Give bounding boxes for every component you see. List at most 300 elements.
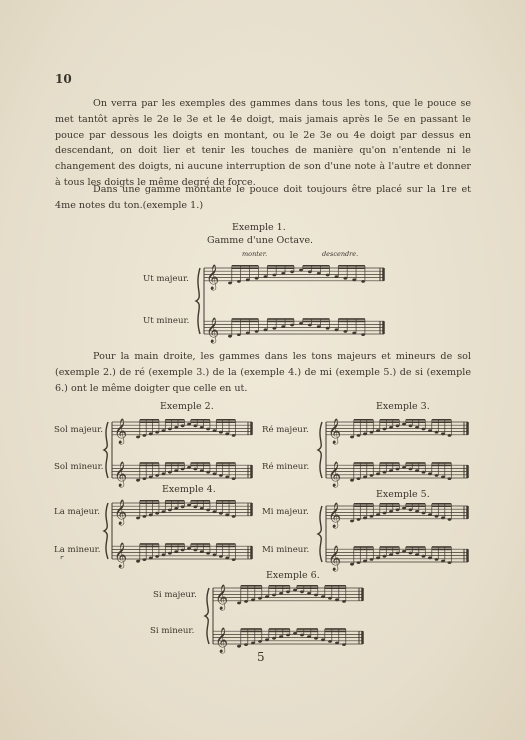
note-head (422, 428, 426, 431)
example4-grand-staff (104, 497, 254, 568)
note-head (200, 469, 204, 472)
note-beam (406, 546, 426, 548)
note-head (206, 428, 210, 431)
note-head (136, 560, 140, 563)
note-head (396, 508, 400, 511)
note-head (342, 600, 346, 603)
example4-major-label: La majeur. (54, 507, 101, 517)
note-beam (297, 631, 318, 633)
note-head (237, 280, 241, 283)
note-head (193, 468, 197, 471)
note-beam (191, 543, 210, 545)
example3-minor-label: Ré mineur. (262, 462, 310, 472)
note-beam (406, 419, 426, 421)
note-beam (432, 465, 452, 467)
example1-subtitle: Gamme d'une Octave. (207, 235, 314, 246)
note-head (448, 518, 452, 521)
note-head (335, 642, 339, 645)
note-beam (191, 421, 210, 423)
note-beam (140, 502, 159, 504)
note-head (149, 557, 153, 560)
note-beam (165, 419, 184, 421)
note-head (155, 431, 159, 434)
note-beam (269, 631, 290, 633)
note-head (244, 600, 248, 603)
treble-clef-icon: 𝄞 (328, 418, 342, 444)
note-beam (432, 462, 452, 464)
note-head (376, 513, 380, 516)
treble-clef-icon: 𝄞 (114, 462, 128, 487)
note-beam (165, 543, 184, 545)
treble-clef-icon: 𝄞 (206, 318, 220, 343)
note-beam (165, 502, 184, 504)
note-head (409, 508, 413, 511)
note-head (383, 512, 387, 515)
note-beam (269, 587, 290, 589)
note-head (213, 429, 217, 432)
note-beam (303, 267, 330, 269)
note-head (162, 472, 166, 475)
note-head (193, 505, 197, 508)
note-beam (432, 419, 452, 421)
note-head (225, 432, 229, 435)
note-head (370, 474, 374, 477)
brace (318, 506, 322, 562)
note-head (200, 550, 204, 553)
note-head (376, 556, 380, 559)
note-head (342, 643, 346, 646)
note-head (219, 474, 223, 477)
note-head (155, 474, 159, 477)
paragraph-1: On verra par les exemples des gammes dans tous les tons, que le pouce se met tantôt après le 2e le 3e et le 4e doigt, mais jamais après le 5e en passant le pouce par dessous les doigts en montant, ou le 2e 3e ou 4e doigt par dessus en descendant, on doit lier et tenir les touches de manière qu'on n'entende ni le changement des doigts, ni aucune interruption de son d'une note à l'autre et donner à tous les doigts le même degré de force. (55, 98, 471, 188)
note-head (225, 557, 229, 560)
note-head (326, 274, 330, 277)
note-head (435, 431, 439, 434)
note-beam (380, 505, 400, 507)
note-head (244, 643, 248, 646)
note-head (363, 560, 367, 563)
note-beam (297, 585, 318, 587)
note-head (168, 552, 172, 555)
note-beam (269, 585, 290, 587)
note-head (415, 469, 419, 472)
note-beam (267, 265, 294, 267)
note-head (174, 550, 178, 553)
note-head (321, 638, 325, 641)
note-beam (241, 585, 262, 587)
note-head (258, 640, 262, 643)
note-head (155, 512, 159, 515)
note-beam (303, 321, 330, 323)
note-head (136, 517, 140, 520)
note-head (168, 428, 172, 431)
note-head (376, 472, 380, 475)
example6-title: Exemple 6. (266, 570, 320, 581)
note-beam (267, 267, 294, 269)
note-beam (354, 419, 374, 421)
example5-major-label: Mi majeur. (262, 507, 309, 517)
note-beam (232, 321, 259, 323)
note-head (300, 634, 304, 637)
treble-clef-icon: 𝄞 (206, 264, 220, 290)
note-beam (354, 421, 374, 423)
note-head (225, 476, 229, 479)
note-head (162, 553, 166, 556)
example2-major-label: Sol majeur. (54, 425, 103, 435)
note-beam (216, 421, 235, 423)
note-head (428, 429, 432, 432)
note-beam (232, 265, 259, 267)
note-head (435, 515, 439, 518)
note-head (350, 563, 354, 566)
note-head (317, 325, 321, 328)
example2-grand-staff (104, 416, 254, 487)
note-head (307, 635, 311, 638)
note-head (246, 278, 250, 281)
note-head (350, 520, 354, 523)
note-beam (140, 500, 159, 502)
note-head (193, 549, 197, 552)
note-head (286, 590, 290, 593)
note-head (219, 555, 223, 558)
note-head (264, 275, 268, 278)
brace (104, 422, 108, 478)
note-head (299, 322, 303, 325)
note-beam (432, 421, 452, 423)
note-head (187, 466, 191, 469)
note-head (168, 509, 172, 512)
note-head (383, 555, 387, 558)
note-head (286, 634, 290, 637)
note-head (136, 436, 140, 439)
note-head (200, 507, 204, 510)
note-head (206, 552, 210, 555)
note-beam (241, 587, 262, 589)
note-beam (140, 465, 159, 467)
note-head (174, 507, 178, 510)
note-head (174, 426, 178, 429)
note-beam (380, 549, 400, 551)
note-head (142, 558, 146, 561)
note-head (232, 515, 236, 518)
treble-clef-icon: 𝄞 (215, 584, 229, 610)
note-head (441, 560, 445, 563)
note-beam (191, 419, 210, 421)
note-head (142, 477, 146, 480)
note-head (225, 513, 229, 516)
note-head (396, 552, 400, 555)
note-head (435, 558, 439, 561)
note-beam (303, 265, 330, 267)
note-head (251, 598, 255, 601)
note-beam (140, 462, 159, 464)
treble-clef-icon: 𝄞 (114, 543, 128, 568)
note-head (415, 553, 419, 556)
note-head (255, 330, 259, 333)
brace (205, 588, 209, 644)
treble-clef-icon: 𝄞 (328, 502, 342, 528)
note-beam (432, 503, 452, 505)
note-head (389, 426, 393, 429)
note-beam (325, 587, 346, 589)
note-beam (325, 585, 346, 587)
note-head (162, 510, 166, 513)
note-head (428, 472, 432, 475)
note-beam (338, 321, 365, 323)
note-head (396, 424, 400, 427)
note-head (389, 553, 393, 556)
note-head (246, 332, 250, 335)
note-beam (432, 505, 452, 507)
note-head (265, 638, 269, 641)
note-head (352, 278, 356, 281)
example6-grand-staff (205, 582, 365, 653)
example1-major-label: Ut majeur. (143, 274, 189, 284)
note-head (343, 330, 347, 333)
note-head (363, 432, 367, 435)
note-head (409, 424, 413, 427)
note-head (219, 431, 223, 434)
note-head (206, 509, 210, 512)
note-head (272, 594, 276, 597)
note-head (409, 552, 413, 555)
note-head (168, 471, 172, 474)
note-head (255, 277, 259, 280)
note-beam (354, 503, 374, 505)
note-head (389, 469, 393, 472)
example5-minor-label: Mi mineur. (262, 545, 310, 555)
example6-minor-label: Si mineur. (150, 626, 195, 636)
note-beam (216, 465, 235, 467)
note-head (213, 510, 217, 513)
note-head (370, 515, 374, 518)
note-beam (325, 631, 346, 633)
note-beam (165, 462, 184, 464)
brace (196, 268, 200, 334)
note-head (142, 434, 146, 437)
treble-clef-icon: 𝄞 (114, 418, 128, 444)
note-beam (406, 421, 426, 423)
example3-title: Exemple 3. (376, 401, 430, 412)
note-head (370, 558, 374, 561)
note-beam (216, 546, 235, 548)
treble-clef-icon: 𝄞 (328, 462, 342, 487)
note-head (448, 434, 452, 437)
note-head (335, 328, 339, 331)
note-beam (165, 500, 184, 502)
note-head (206, 471, 210, 474)
note-beam (338, 318, 365, 320)
note-beam (354, 505, 374, 507)
note-beam (380, 503, 400, 505)
note-head (155, 555, 159, 558)
note-beam (297, 628, 318, 630)
note-head (343, 277, 347, 280)
note-beam (216, 500, 235, 502)
note-head (335, 275, 339, 278)
note-head (361, 333, 365, 336)
note-head (376, 429, 380, 432)
note-beam (354, 549, 374, 551)
note-head (328, 640, 332, 643)
note-head (308, 324, 312, 327)
note-head (299, 269, 303, 272)
note-beam (241, 631, 262, 633)
example1-descendre: descendre. (322, 250, 359, 258)
note-beam (303, 318, 330, 320)
note-beam (380, 462, 400, 464)
note-beam (232, 267, 259, 269)
note-head (149, 432, 153, 435)
note-head (389, 510, 393, 513)
note-beam (140, 419, 159, 421)
note-head (279, 592, 283, 595)
treble-clef-icon: 𝄞 (328, 546, 342, 571)
note-head (232, 434, 236, 437)
note-beam (432, 546, 452, 548)
note-beam (380, 546, 400, 548)
note-head (149, 476, 153, 479)
note-beam (325, 628, 346, 630)
note-head (136, 479, 140, 482)
note-head (232, 558, 236, 561)
note-head (193, 424, 197, 427)
note-head (174, 469, 178, 472)
note-beam (216, 419, 235, 421)
note-head (232, 477, 236, 480)
note-head (363, 516, 367, 519)
note-head (187, 423, 191, 426)
note-head (422, 512, 426, 515)
note-head (428, 513, 432, 516)
margin-mark: ⌜ (60, 556, 65, 566)
note-head (357, 477, 361, 480)
note-beam (267, 318, 294, 320)
note-head (290, 270, 294, 273)
note-head (422, 555, 426, 558)
note-head (383, 471, 387, 474)
note-head (187, 504, 191, 507)
note-head (448, 477, 452, 480)
note-head (422, 471, 426, 474)
note-head (441, 516, 445, 519)
note-head (181, 468, 185, 471)
note-head (308, 270, 312, 273)
treble-clef-icon: 𝄞 (215, 628, 229, 653)
note-head (409, 468, 413, 471)
note-head (314, 594, 318, 597)
note-head (328, 597, 332, 600)
note-head (300, 590, 304, 593)
page-number: 10 (55, 72, 72, 86)
note-beam (216, 502, 235, 504)
note-head (428, 556, 432, 559)
note-beam (380, 421, 400, 423)
paragraph-3: Pour la main droite, les gammes dans les tons majeurs et mineurs de sol (exemple 2.) de ré (exemple 3.) de la (exemple 4.) de mi (exemple 5.) de si (exemple 6.) ont le même doigter que celle en ut. (55, 351, 471, 394)
note-beam (406, 505, 426, 507)
note-head (383, 428, 387, 431)
note-beam (269, 628, 290, 630)
note-head (228, 335, 232, 338)
note-head (441, 432, 445, 435)
note-head (357, 518, 361, 521)
example1-minor-label: Ut mineur. (143, 316, 190, 326)
note-head (293, 589, 297, 592)
note-beam (406, 503, 426, 505)
example1-grand-staff (196, 262, 386, 343)
note-head (213, 553, 217, 556)
note-head (448, 561, 452, 564)
note-head (258, 597, 262, 600)
note-head (149, 513, 153, 516)
note-beam (406, 462, 426, 464)
note-head (370, 431, 374, 434)
note-beam (354, 546, 374, 548)
note-beam (406, 549, 426, 551)
note-head (396, 468, 400, 471)
note-beam (140, 421, 159, 423)
note-beam (380, 465, 400, 467)
note-beam (165, 421, 184, 423)
note-head (361, 280, 365, 283)
note-beam (380, 419, 400, 421)
note-head (272, 637, 276, 640)
note-head (264, 328, 268, 331)
note-head (181, 549, 185, 552)
footer-mark: 5 (257, 650, 265, 664)
note-head (415, 510, 419, 513)
note-beam (354, 465, 374, 467)
note-beam (165, 465, 184, 467)
note-head (402, 507, 406, 510)
note-beam (267, 321, 294, 323)
note-head (200, 426, 204, 429)
note-head (251, 642, 255, 645)
note-beam (191, 546, 210, 548)
note-head (317, 272, 321, 275)
note-beam (432, 549, 452, 551)
note-head (237, 602, 241, 605)
note-head (357, 561, 361, 564)
note-head (350, 479, 354, 482)
note-head (187, 547, 191, 550)
example1-monter: monter. (242, 250, 268, 258)
note-head (265, 595, 269, 598)
note-head (402, 466, 406, 469)
note-head (213, 472, 217, 475)
note-head (441, 476, 445, 479)
example1-title: Exemple 1. (232, 222, 286, 233)
note-head (352, 332, 356, 335)
example5-grand-staff (318, 500, 470, 571)
note-head (290, 324, 294, 327)
note-head (228, 282, 232, 285)
note-beam (165, 546, 184, 548)
example4-minor-label: La mineur. (54, 545, 101, 555)
note-head (219, 512, 223, 515)
brace (104, 503, 108, 559)
note-head (435, 474, 439, 477)
note-head (402, 550, 406, 553)
note-head (237, 333, 241, 336)
note-head (272, 327, 276, 330)
note-head (415, 426, 419, 429)
treble-clef-icon: 𝄞 (114, 499, 128, 525)
note-head (279, 635, 283, 638)
note-head (281, 325, 285, 328)
note-head (281, 272, 285, 275)
example5-title: Exemple 5. (376, 489, 430, 500)
